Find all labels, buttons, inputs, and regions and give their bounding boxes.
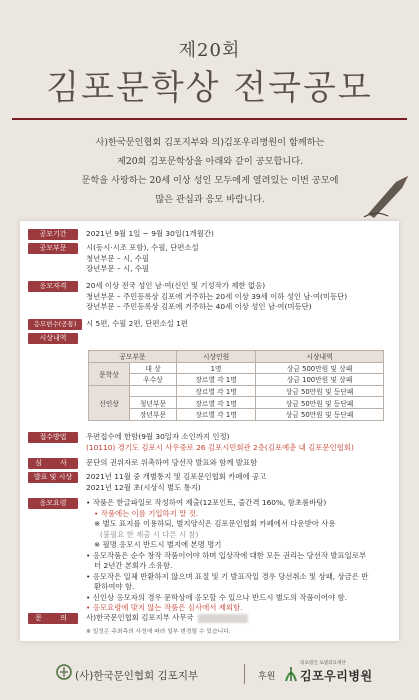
- award-division: [130, 385, 177, 397]
- section-line: 시(동시·시조 포함), 수필, 단편소설: [86, 243, 199, 252]
- table-row: [89, 362, 384, 374]
- intro-line: 문학을 사랑하는 20세 이상 성인 모두에게 열려있는 이번 공모에: [81, 175, 339, 186]
- announce-line: 2021년 12월 초(시상식 별도 통지): [86, 482, 201, 492]
- footer-divider: [244, 664, 245, 684]
- eligibility-line: 청년부문 – 주민등록상 김포에 거주하는 20세 이상 39세 이하 성인 남·여(미등단): [86, 291, 348, 301]
- intro-text: [20, 133, 400, 209]
- note-item: ※ 별도 표지를 이용하되, 별지양식은 김포문인협회 카페에서 다운받아 사용: [94, 519, 336, 528]
- award-division: 대 상: [130, 362, 177, 374]
- eligibility-label: 응모자격: [28, 281, 78, 292]
- section-line: 청년부문 – 시, 수필: [86, 253, 150, 263]
- note-item: • 작품은 한글파일로 작성하여 제출(12포인트, 줄간격 160%, 함초롬바탕): [86, 498, 327, 507]
- announce-label: 발표 및 시상: [28, 472, 78, 483]
- note-item: 터 2년간 본회가 소유함.: [94, 561, 173, 570]
- title-divider: [12, 118, 407, 120]
- awards-label: 시상내역: [28, 333, 78, 344]
- table-row: [89, 385, 384, 397]
- note-item: • 응모작은 일체 반환하지 않으며 표절 및 기 발표작일 경우 당선취소 및 상패, 상금은 반: [86, 571, 369, 581]
- method-address: (10110) 경기도 김포시 사우중로 26 김포시민회관 2층(김포예총 내 김포문인협회): [86, 442, 354, 452]
- intro-line: 사)한국문인협회 김포지부와 의)김포우리병원이 함께하는: [95, 137, 325, 148]
- edition-label: 제20회: [178, 40, 241, 61]
- award-prize: 상금 500만원 및 상패: [256, 362, 384, 374]
- note-item: • 신인상 응모자의 경우 문학상에 응모할 수 있으나 반드시 별도의 작품이어야 함.: [86, 592, 348, 602]
- award-prize: 상금 50만원 및 등단패: [256, 408, 384, 420]
- note-item: (불필요 한 제출 시 다른 시 참): [100, 529, 199, 539]
- table-header-row: [89, 351, 384, 363]
- award-division: 청년부문: [130, 397, 177, 409]
- table-row: [89, 408, 384, 420]
- hospital-name: 김포우리병원: [300, 669, 373, 683]
- table-header: 시상인원: [177, 351, 256, 363]
- contact-label: 문 의: [28, 613, 78, 624]
- award-people: 장르별 각 1명: [177, 397, 256, 409]
- support-label: 후원: [258, 672, 276, 682]
- award-division: 우수상: [130, 374, 177, 386]
- count-label: 응모편수(공통): [28, 319, 82, 330]
- note-item: ※ 필명 응모시 반드시 별지에 본명 명기: [94, 540, 222, 549]
- redacted-phone: [198, 614, 248, 623]
- note-item: • 작품에는 이름 기입하지 말 것.: [94, 508, 199, 518]
- period-value: 2021년 9월 1일 ~ 9월 30일(1개월간): [86, 229, 214, 238]
- organizer-name: (사)한국문인협회 김포지부: [75, 670, 199, 682]
- hospital-logo-icon: [283, 663, 299, 683]
- award-group: 신인상: [89, 385, 130, 420]
- period-label: 공모기간: [28, 229, 78, 240]
- footnote: ※ 일정은 주최측의 사정에 따라 일부 변경될 수 있습니다.: [86, 629, 231, 635]
- judge-label: 심 사: [28, 458, 78, 469]
- contact-value: 사)한국문인협회 김포지부 사무국: [86, 613, 391, 624]
- page-title: 김포문학상 전국공모: [46, 68, 373, 108]
- award-prize: 상금 50만원 및 등단패: [256, 397, 384, 409]
- method-line: 우편접수에 한함(9월 30일자 소인까지 인정): [86, 432, 230, 441]
- table-row: [89, 374, 384, 386]
- award-people: 장르별 각 1명: [177, 374, 256, 386]
- award-group: 문학상: [89, 362, 130, 385]
- hospital-subtitle: 의료법인 로뎀의료재단: [300, 661, 346, 666]
- award-division: 장년부문: [130, 408, 177, 420]
- fountain-pen-icon: [362, 170, 416, 220]
- note-item: • 응모작품은 순수 창작 작품이어야 하며 입상작에 대한 모든 권리는 당선작 발표일로부: [86, 550, 367, 560]
- section-line: 장년부문 – 시, 수필: [86, 264, 150, 273]
- eligibility-line: 장년부문 – 주민등록상 김포에 거주하는 40세 이상 성인 남·여(미등단): [86, 302, 312, 311]
- eligibility-line: 20세 이상 전국 성인 남·여(신인 및 기성작가 제한 없음): [86, 281, 266, 290]
- award-people: 1명: [177, 362, 256, 374]
- intro-line: 제20회 김포문학상을 아래와 같이 공모합니다.: [116, 156, 304, 167]
- announce-line: 2021년 11월 중 개별통지 및 김포문인협회 카페에 공고: [86, 472, 267, 481]
- notes-label: 응모요령: [28, 498, 78, 509]
- table-header: 시상내역: [256, 351, 384, 363]
- award-people: 장르별 각 1명: [177, 408, 256, 420]
- details-panel: [20, 221, 399, 641]
- note-item: 환하여야 함.: [94, 582, 135, 591]
- awards-table: [88, 350, 384, 421]
- section-label: 공모부문: [28, 243, 78, 254]
- count-value: 시 5편, 수필 2편, 단편소설 1편: [86, 319, 188, 328]
- award-people: 장르별 각 1명: [177, 385, 256, 397]
- award-prize: 상금 50만원 및 등단패: [256, 385, 384, 397]
- method-label: 접수방법: [28, 432, 78, 443]
- judge-value: 문단의 권위자로 위촉하여 당선작 발표와 함께 발표함: [86, 458, 258, 467]
- note-item: • 응모요령에 맞지 않는 작품은 심사에서 제외함.: [86, 603, 243, 612]
- table-row: [89, 397, 384, 409]
- association-logo-icon: [56, 664, 72, 680]
- award-prize: 상금 100만원 및 상패: [256, 374, 384, 386]
- intro-line: 많은 관심과 응모 바랍니다.: [155, 194, 265, 205]
- table-header: 공모부문: [89, 351, 177, 363]
